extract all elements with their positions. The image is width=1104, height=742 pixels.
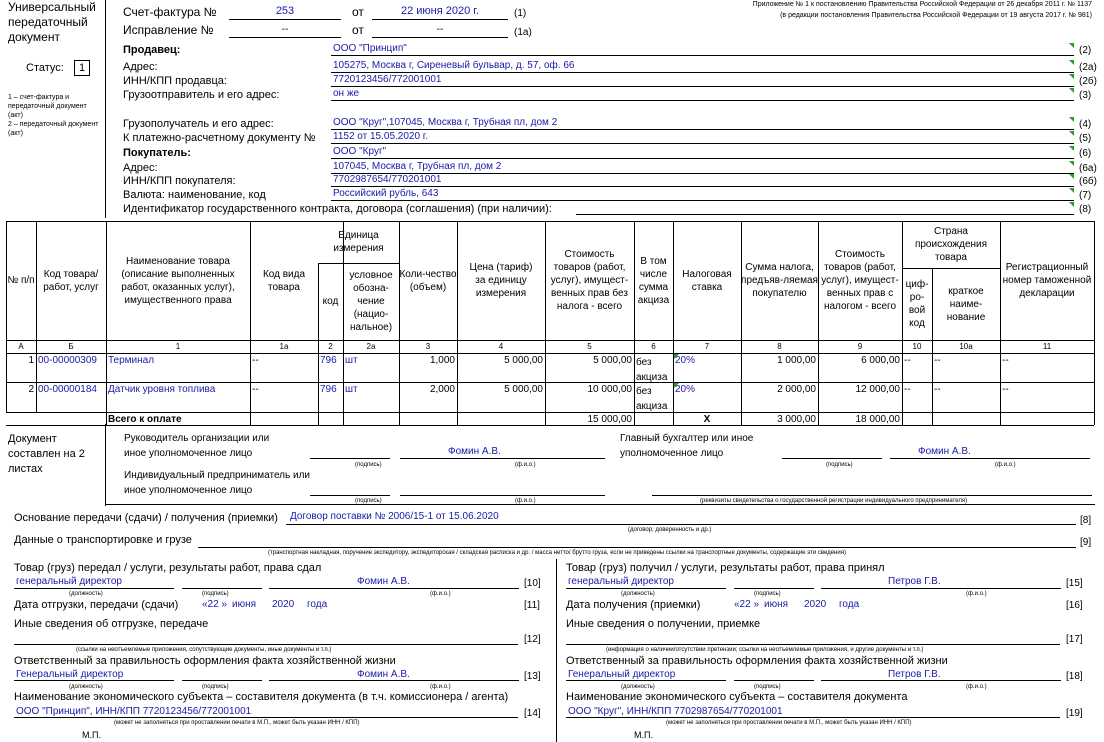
entity-label: Наименование экономического субъекта – составителя документа (в т.ч. комиссионера / агента) [14,691,509,703]
party-title: Товар (груз) передал / услуги, результаты работ, права сдал [14,562,322,574]
header-tax: Сумма налога, предъяв-ляемая покупателю [741,262,818,299]
field-label: Грузополучатель и его адрес: [123,118,274,130]
accountant-label: Главный бухгалтер или иное уполномоченное лицо [620,433,754,459]
party-num: [12] [524,634,541,645]
basis-value: Договор поставки № 2006/15-1 от 15.06.2020 [290,511,499,522]
cell-name: Датчик уровня топлива [108,384,216,395]
cell-kind: -- [252,355,259,366]
cell-ucode: 796 [320,355,337,366]
other-label: Иные сведения об отгрузке, передаче [14,618,209,630]
field-label: Продавец: [123,44,181,56]
index-cell: 3 [425,342,431,351]
party-num: [11] [524,600,540,611]
index-cell: 8 [777,342,782,351]
header-unit-name: условное обозна-чение (нацио-нальное) [349,270,393,333]
doc-pages: Документ составлен на 2 листах [8,433,85,475]
entity-label: Наименование экономического субъекта – составителя документа [566,691,908,703]
date-label: Дата отгрузки, передачи (сдачи) [14,599,179,611]
date-day: «22 » [202,599,228,610]
basis-label: Основание передачи (сдачи) / получения (приемки) [14,512,278,524]
field-label: Адрес: [123,61,158,73]
acc-sign-sub: (подпись) [826,462,853,468]
ip-label: Индивидуальный предприниматель или иное уполномоченное лицо [124,470,311,496]
header-total: Стоимость товаров (работ, услуг), имущест-венных прав с налогом - всего [821,249,899,312]
header-name: Наименование товара (описание выполненных работ, оказанных услуг), имущественного права [121,255,235,306]
field-num: (4) [1079,119,1092,130]
field-label: Грузоотправитель и его адрес: [123,89,280,101]
index-cell: 2а [366,342,376,351]
cell-price: 5 000,00 [504,384,543,395]
cell-kind: -- [252,384,259,395]
sub-fio: (ф.и.о.) [430,591,451,597]
field-label: Валюта: наименование, код [123,189,266,201]
party-name: Петров Г.В. [888,576,941,587]
field-value: он же [333,88,360,99]
total-excise: X [703,414,711,425]
index-cell: 11 [1042,342,1052,351]
cell-cost: 5 000,00 [593,355,632,366]
correction-number: -- [281,24,289,35]
head-fio-sub: (ф.и.о.) [515,462,536,468]
field-num: (2а) [1079,62,1097,73]
field-value: 107045, Москва г, Трубная пл, дом 2 [333,161,502,172]
sub-sign: (подпись) [754,591,781,597]
resp-label: Ответственный за правильность оформления факта хозяйственной жизни [14,655,396,667]
total-label: Всего к оплате [108,414,182,425]
resp-label: Ответственный за правильность оформления факта хозяйственной жизни [566,655,948,667]
resp-position: Генеральный директор [16,669,124,680]
party-position: генеральный директор [568,576,674,587]
entity-sub: (может не заполняться при проставлении печати в М.П., может быть указан ИНН / КПП) [114,720,360,726]
header-country: Страна происхождения товара [914,226,988,263]
cell-rate: 20% [675,384,696,395]
party-num: [13] [524,671,541,682]
invoice-date: 22 июня 2020 г. [400,5,480,17]
head-sign-sub: (подпись) [355,462,382,468]
other-sub: (информация о наличии/отсутствии претензии; ссылки на неотъемлемые приложения, и другие документы и т.п.) [606,647,924,653]
header-no: № п/п [7,275,35,286]
cell-rate: 20% [675,355,696,366]
sub-sign: (подпись) [202,684,229,690]
index-cell: Б [68,342,74,351]
transport-sub: (транспортная накладная, поручение экспедитору, экспедиторская / складская расписка и др. / масса нетто/ брутто груза, если не приведены ссылки на транспортные документы, содержащие эти сведения) [268,550,846,556]
cell-total: 6 000,00 [861,355,900,366]
cell-uname: шт [345,384,358,395]
party-position: генеральный директор [16,576,122,587]
basis-num: [8] [1080,515,1092,526]
field-num: (5) [1079,133,1092,144]
cell-cost: 10 000,00 [587,384,632,395]
other-label: Иные сведения о получении, приемке [566,618,761,630]
index-cell: 4 [498,342,504,351]
cell-price: 5 000,00 [504,355,543,366]
cell-cname: -- [934,355,941,366]
cell-name: Терминал [108,355,155,366]
correction-num: (1а) [514,27,532,38]
entity-value: ООО "Круг", ИНН/КПП 7702987654/770201001 [568,706,783,717]
sub-fio: (ф.и.о.) [430,684,451,690]
basis-sub: (договор; доверенность и др.) [628,527,712,533]
header-country-code: циф-ро-вой код [905,279,929,329]
sub-position: (должность) [621,684,655,690]
field-label: К платежно-расчетному документу № [123,132,316,144]
sub-sign: (подпись) [754,684,781,690]
ip-sign-sub: (подпись) [355,498,382,504]
party-num: [17] [1066,634,1083,645]
status-label: Статус: [26,62,64,74]
party-num: [15] [1066,578,1083,589]
header-rate: Налоговая ставка [682,268,732,293]
cell-qty: 2,000 [429,384,455,395]
party-num: [19] [1066,708,1083,719]
field-num: (2) [1079,45,1092,56]
party-title: Товар (груз) получил / услуги, результаты работ, права принял [566,562,885,574]
total-tax: 3 000,00 [777,414,816,425]
field-label: ИНН/КПП продавца: [123,75,227,87]
index-cell: 10 [912,342,922,351]
field-label: Покупатель: [123,147,191,159]
sub-fio: (ф.и.о.) [966,591,987,597]
entity-value: ООО "Принцип", ИНН/КПП 7720123456/772001001 [16,706,252,717]
index-cell: 1а [279,342,289,351]
sub-sign: (подпись) [202,591,229,597]
cell-excise: без акциза [636,386,668,412]
field-value: 105275, Москва г, Сиреневый бульвар, д. 57, оф. 66 [333,60,575,71]
correction-date: -- [436,24,444,35]
cell-excise: без акциза [636,357,668,383]
header-price: Цена (тариф) за единицу измерения [469,262,533,299]
field-num: (6б) [1079,176,1097,187]
total-sum: 18 000,00 [855,414,900,425]
header-qty: Коли-чество (объем) [399,268,457,293]
cell-tax: 2 000,00 [777,384,816,395]
accountant-name: Фомин А.В. [918,446,971,457]
header-unit: Единица измерения [333,230,384,254]
cell-n: 2 [28,384,34,395]
party-num: [18] [1066,671,1083,682]
date-year-suffix: года [307,599,328,610]
sub-position: (должность) [621,591,655,597]
cell-qty: 1,000 [429,355,455,366]
sub-position: (должность) [69,591,103,597]
document-title: Универсальный передаточный документ [8,0,96,44]
date-month: июня [232,599,257,610]
index-cell: 6 [651,342,656,351]
cell-ucode: 796 [320,384,337,395]
field-value: ООО "Круг",107045, Москва г, Трубная пл, дом 2 [333,117,558,128]
transport-label: Данные о транспортировке и грузе [14,534,192,546]
invoice-num: (1) [514,8,527,19]
cell-code: 00-00000184 [38,384,97,395]
field-label: Адрес: [123,162,158,174]
ip-fio-sub: (ф.и.о.) [515,498,536,504]
invoice-number: 253 [275,5,295,17]
acc-fio-sub: (ф.и.о.) [995,462,1016,468]
party-name: Фомин А.В. [357,576,410,587]
cell-decl: -- [1002,355,1009,366]
mp-label: М.П. [82,730,101,740]
field-value: 1152 от 15.05.2020 г. [333,131,429,142]
index-cell: 5 [587,342,592,351]
party-num: [10] [524,578,541,589]
cell-ccode: -- [904,384,911,395]
appendix-line2: (в редакции постановления Правительства Российской Федерации от 19 августа 2017 г. № 981) [780,12,1092,19]
other-sub: (ссылки на неотъемлемые приложения, сопутствующие документы, иные документы и т.п.) [76,647,332,653]
cell-decl: -- [1002,384,1009,395]
index-cell: 9 [857,342,863,351]
header-kind: Код вида товара [262,268,306,293]
resp-position: Генеральный директор [568,669,676,680]
entity-sub: (может не заполняться при проставлении печати в М.П., может быть указан ИНН / КПП) [666,720,912,726]
index-cell: 10а [959,342,973,351]
field-value: Российский рубль, 643 [333,188,439,199]
total-cost: 15 000,00 [587,414,632,425]
header-unit-code: код [322,296,339,307]
index-cell: 7 [704,342,710,351]
field-num: (7) [1079,190,1092,201]
resp-name: Фомин А.В. [357,669,410,680]
transport-num: [9] [1080,537,1092,548]
header-code: Код товара/ работ, услуг [43,268,99,293]
field-num: (8) [1079,204,1092,215]
party-num: [16] [1066,600,1083,611]
field-label: Идентификатор государственного контракта, договора (соглашения) (при наличии): [123,203,552,215]
invoice-label: Счет-фактура № [123,5,217,19]
header-decl: Регистрационный номер таможенной декларации [1002,262,1092,299]
header-cost: Стоимость товаров (работ, услуг), имущест-венных прав без налога - всего [550,249,629,312]
field-label: ИНН/КПП покупателя: [123,175,236,187]
date-month: июня [764,599,789,610]
header-excise: В том числе сумма акциза [637,255,670,306]
cell-n: 1 [28,355,34,366]
cell-uname: шт [345,355,358,366]
status-value[interactable]: 1 [74,60,90,76]
ip-cert-sub: (реквизиты свидетельства о государственной регистрации индивидуального предпринимателя) [700,498,968,504]
cell-code: 00-00000309 [38,355,97,366]
date-year: 2020 [804,599,827,610]
cell-ccode: -- [904,355,911,366]
index-cell: 1 [175,342,181,351]
head-name: Фомин А.В. [448,446,501,457]
mp-label: М.П. [634,730,653,740]
cell-cname: -- [934,384,941,395]
field-value: 7720123456/772001001 [333,74,442,85]
field-value: 7702987654/770201001 [333,174,442,185]
date-label: Дата получения (приемки) [566,599,701,611]
field-num: (2б) [1079,76,1097,87]
status-description: 1 – счет-фактура и передаточный документ (акт) 2 – передаточный документ (акт) [8,94,99,137]
correction-label: Исправление № [123,23,214,37]
cell-tax: 1 000,00 [777,355,816,366]
date-day: «22 » [734,599,760,610]
field-value: ООО "Принцип" [333,43,407,54]
correction-date-prefix: от [352,23,364,37]
field-num: (6) [1079,148,1092,159]
date-year-suffix: года [839,599,860,610]
sub-fio: (ф.и.о.) [966,684,987,690]
appendix-line1: Приложение № 1 к постановлению Правительства Российской Федерации от 26 декабря 2011 г. № 1137 [752,1,1092,8]
date-year: 2020 [272,599,295,610]
index-cell: А [18,342,24,351]
party-num: [14] [524,708,541,719]
field-num: (3) [1079,90,1092,101]
field-value: ООО "Круг" [333,146,387,157]
head-label: Руководитель организации или иное уполномоченное лицо [124,433,270,459]
sub-position: (должность) [69,684,103,690]
invoice-date-prefix: от [352,5,364,19]
index-cell: 2 [328,342,333,351]
cell-total: 12 000,00 [855,384,900,395]
field-num: (6а) [1079,163,1097,174]
resp-name: Петров Г.В. [888,669,941,680]
header-country-name: краткое наиме-нование [946,285,986,323]
